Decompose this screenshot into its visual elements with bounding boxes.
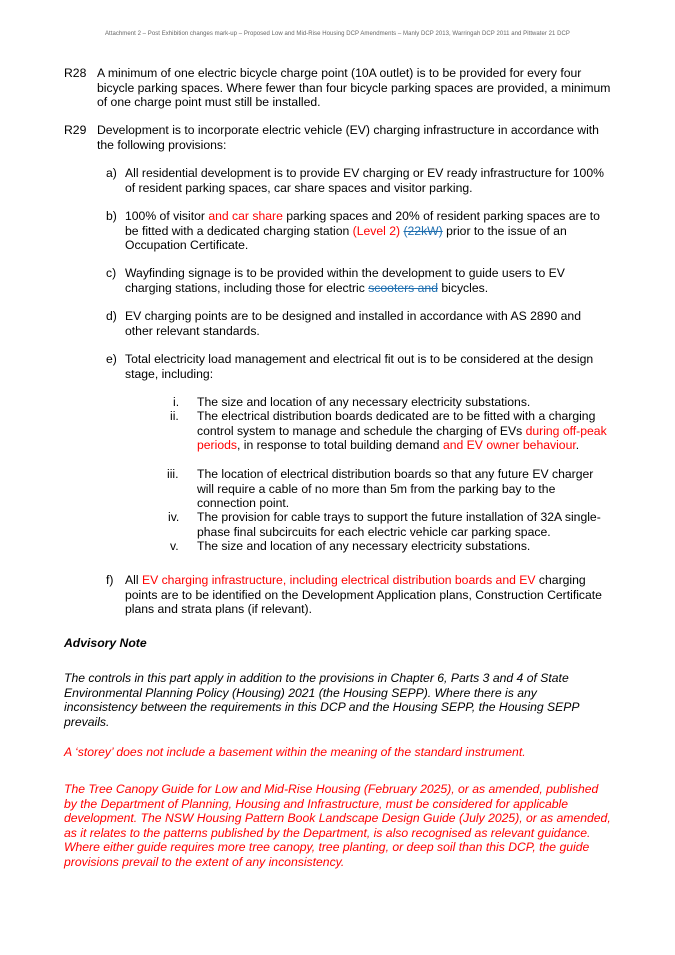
r29e-ii-insertion-2: and EV owner behaviour [442, 438, 576, 452]
r29e-ii-text-1: The electrical distribution boards dedicated are to be fitted with a charging control system to manage and schedule the charging of EVs [197, 409, 596, 438]
r29f-text [125, 573, 610, 617]
r29d-text: EV charging points are to be designed and installed in accordance with AS 2890 and other relevant standards. [125, 309, 581, 338]
r28-text: A minimum of one electric bicycle charge point (10A outlet) is to be provided for every four bicycle parking spaces. Where fewer than four bicycle parking spaces are provided, a minimum of one charge point must still be installed. [97, 66, 611, 109]
r29e-iv-text: The provision for cable trays to support the future installation of 32A single-phase final subcircuits for each electric vehicle car parking space. [197, 510, 601, 539]
r29a-label: a) [106, 166, 117, 180]
r29b-insertion-1: and car share [208, 209, 283, 223]
r29e-i-text: The size and location of any necessary electricity substations. [197, 395, 531, 409]
r29c-text-1: Wayfinding signage is to be provided within the development to guide users to EV charging stations, including those for electric [125, 266, 565, 295]
r29f-text-2: charging points are to be identified on the Development Application plans, Construction Certificate plans and strata plans (if relevant). [125, 573, 602, 616]
r29b-text-2: parking spaces and 20% of resident parking spaces are to be fitted with a dedicated charging station [125, 209, 600, 238]
r29f-text-1: All [125, 573, 142, 587]
r29-text: Development is to incorporate electric vehicle (EV) charging infrastructure in accordance with the following provisions: [97, 123, 599, 152]
r29e-label: e) [106, 352, 117, 366]
r29e-v-text: The size and location of any necessary electricity substations. [197, 539, 531, 553]
r29e-ii-text [197, 409, 607, 453]
r29d-label: d) [106, 309, 117, 323]
advisory-paragraph-1: The controls in this part apply in addition to the provisions in Chapter 6, Parts 3 and 4 of State Environmental Planning Policy (Housing) 2021 (the Housing SEPP). Where there is any inconsistency between the requirements in this DCP and the Housing SEPP, the Housing SEPP prevails. [64, 671, 580, 729]
r29-number: R29 [64, 123, 87, 137]
r29c-deletion-1: scooters and [368, 280, 438, 295]
r29b-deletion-1: (22kW) [403, 223, 443, 238]
r29a-text: All residential development is to provide EV charging or EV ready infrastructure for 100% of resident parking spaces, car share spaces and visitor parking. [125, 166, 604, 195]
r29b-insertion-2: (Level 2) [352, 223, 401, 238]
r29e-ii-insertion-1: during off-peak periods [197, 423, 607, 452]
r29b-label: b) [106, 209, 117, 223]
r29e-i-label: i. [173, 395, 180, 409]
r29e-text: Total electricity load management and electrical fit out is to be considered at the design stage, including: [125, 352, 594, 381]
r29f-label: f) [106, 573, 114, 587]
r29c-text-2: bicycles. [437, 280, 489, 295]
r29b-text [125, 209, 605, 253]
advisory-heading: Advisory Note [64, 636, 147, 650]
r29e-v-label: v. [170, 539, 179, 553]
r28-number: R28 [64, 66, 87, 80]
r29b-text-4: prior to the issue of an Occupation Certificate. [125, 223, 567, 252]
r29e-iii-label: iii. [167, 467, 179, 481]
r29e-ii-label: ii. [170, 409, 179, 423]
r29c-text [125, 266, 605, 295]
r29e-ii-text-2: , in response to total building demand [236, 438, 443, 452]
r29e-iii-text: The location of electrical distribution boards so that any future EV charger will require a cable of no more than 5m from the parking bay to the connection point. [197, 467, 594, 510]
r29e-ii-text-3: . [575, 438, 580, 452]
r29e-iv-label: iv. [168, 510, 180, 524]
advisory-paragraph-3: The Tree Canopy Guide for Low and Mid-Rise Housing (February 2025), or as amended, published by the Department of Planning, Housing and Infrastructure, must be considered for applicable development. The NSW Housing Pattern Book Landscape Design Guide (July 2025), or as amended, as it relates to the patterns published by the Department, is also recognised as relevant guidance. Where either guide requires more tree canopy, tree planting, or deep soil than this DCP, the guide provisions prevail to the extent of any inconsistency. [64, 782, 611, 869]
r29f-insertion-1: EV charging infrastructure, including electrical distribution boards and EV [141, 573, 536, 587]
r29c-label: c) [106, 266, 117, 280]
r29b-text-1: 100% of visitor [125, 209, 209, 223]
advisory-paragraph-2: A ‘storey’ does not include a basement within the meaning of the standard instrument. [64, 745, 526, 759]
page-header: Attachment 2 – Post Exhibition changes mark-up – Proposed Low and Mid-Rise Housing DCP Amendments – Manly DCP 2013, Warringah DCP 2011 and Pittwater 21 DCP [105, 31, 570, 37]
